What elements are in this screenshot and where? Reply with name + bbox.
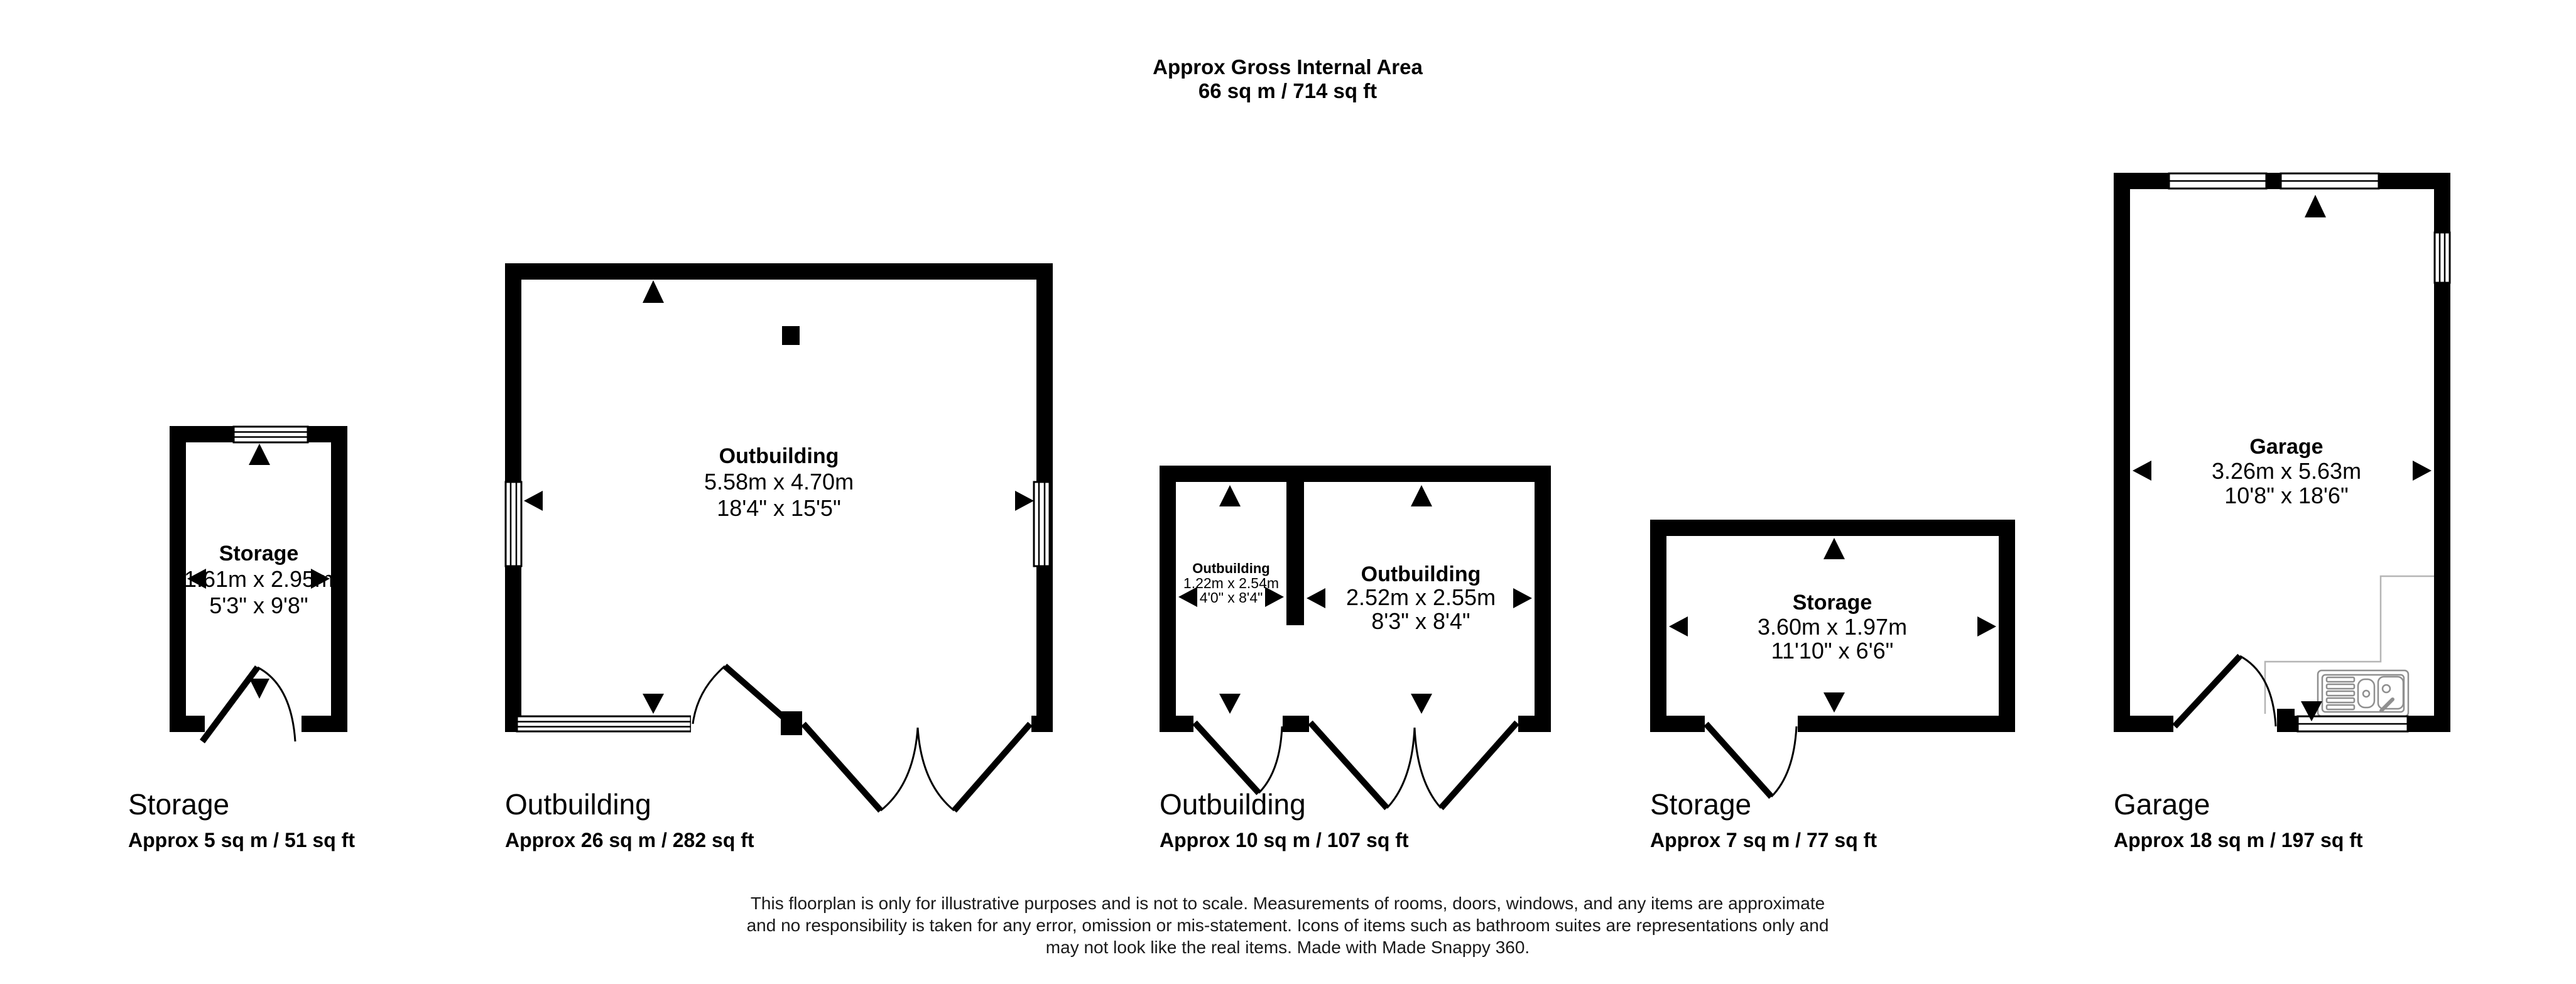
door-swing-arc bbox=[1771, 726, 1796, 797]
building-caption-outbuilding-1 bbox=[505, 788, 754, 851]
room-name: Storage bbox=[219, 542, 299, 566]
gross-internal-area-title bbox=[1153, 55, 1423, 102]
french-door-leaf-right bbox=[954, 724, 1030, 811]
caption-name: Outbuilding bbox=[505, 788, 651, 821]
room-imperial-dims: 5'3" x 9'8" bbox=[209, 593, 308, 618]
room-imperial-dims: 11'10" x 6'6" bbox=[1771, 638, 1894, 664]
caption-area: Approx 5 sq m / 51 sq ft bbox=[128, 829, 355, 851]
door-opening bbox=[1705, 714, 1798, 734]
building-caption-garage bbox=[2114, 788, 2363, 851]
caption-name: Storage bbox=[1650, 788, 1752, 821]
door-opening bbox=[1193, 714, 1283, 734]
internal-wall bbox=[1286, 482, 1304, 625]
door-opening bbox=[691, 714, 781, 734]
building-outbuilding-1 bbox=[505, 263, 1053, 811]
room-imperial-dims: 8'3" x 8'4" bbox=[1371, 608, 1470, 634]
disclaimer-line-2: and no responsibility is taken for any error, omission or mis-statement. Icons of items such as bathroom suites are representations only and bbox=[746, 916, 1829, 935]
building-caption-storage-1 bbox=[128, 788, 355, 851]
door-leaf bbox=[1706, 724, 1771, 797]
building-outbuilding-2 bbox=[1160, 466, 1551, 808]
room-imperial-dims: 4'0" x 8'4" bbox=[1199, 589, 1263, 606]
title-line-1: Approx Gross Internal Area bbox=[1153, 55, 1423, 79]
caption-name: Outbuilding bbox=[1160, 788, 1306, 821]
caption-area: Approx 26 sq m / 282 sq ft bbox=[505, 829, 754, 851]
room-metric-dims: 2.52m x 2.55m bbox=[1345, 584, 1496, 610]
disclaimer bbox=[747, 894, 1829, 957]
caption-area: Approx 18 sq m / 197 sq ft bbox=[2114, 829, 2363, 851]
room-metric-dims: 3.26m x 5.63m bbox=[2211, 458, 2362, 484]
caption-name: Garage bbox=[2114, 788, 2210, 821]
room-imperial-dims: 18'4" x 15'5" bbox=[717, 495, 841, 521]
window-icon bbox=[2435, 232, 2450, 283]
disclaimer-line-1: This floorplan is only for illustrative purposes and is not to scale. Measurements of rooms, doors, windows, and any items are approximate bbox=[750, 894, 1825, 913]
room-name: Outbuilding bbox=[719, 444, 839, 468]
door-swing-arc bbox=[918, 728, 954, 811]
structural-post bbox=[782, 326, 800, 345]
room-metric-dims: 1.61m x 2.95m bbox=[183, 566, 334, 592]
room-name: Outbuilding bbox=[1361, 562, 1481, 586]
door-post bbox=[781, 711, 802, 735]
window-icon bbox=[234, 427, 308, 442]
french-door-leaf-right bbox=[1441, 723, 1517, 808]
door-swing-arc bbox=[881, 728, 918, 811]
building-storage-1 bbox=[170, 426, 347, 741]
building-caption-storage-2 bbox=[1650, 788, 1877, 851]
room-metric-dims: 1.22m x 2.54m bbox=[1183, 575, 1280, 591]
caption-area: Approx 10 sq m / 107 sq ft bbox=[1160, 829, 1409, 851]
window-icon bbox=[1034, 482, 1050, 566]
kitchen-sink-icon bbox=[2318, 670, 2408, 716]
room-name: Garage bbox=[2249, 435, 2323, 459]
disclaimer-line-3: may not look like the real items. Made with Made Snappy 360. bbox=[1045, 938, 1530, 957]
door-swing-arc bbox=[1415, 728, 1441, 808]
window-icon bbox=[2298, 716, 2408, 731]
room-imperial-dims: 10'8" x 18'6" bbox=[2224, 483, 2349, 508]
building-garage bbox=[2114, 173, 2450, 734]
french-door-leaf-left bbox=[1310, 723, 1387, 808]
door-swing-arc bbox=[1387, 728, 1415, 808]
caption-area: Approx 7 sq m / 77 sq ft bbox=[1650, 829, 1877, 851]
window-icon bbox=[517, 716, 691, 731]
room-name: Outbuilding bbox=[1192, 560, 1270, 576]
french-door-leaf-left bbox=[803, 724, 881, 811]
door-opening bbox=[2173, 714, 2277, 734]
window-icon bbox=[2169, 173, 2266, 189]
building-caption-outbuilding-2 bbox=[1160, 788, 1409, 851]
room-name: Storage bbox=[1792, 591, 1872, 615]
window-icon bbox=[2281, 173, 2379, 189]
room-metric-dims: 5.58m x 4.70m bbox=[704, 469, 854, 495]
door-post bbox=[2277, 709, 2295, 732]
building-storage-2 bbox=[1650, 520, 2015, 797]
room-metric-dims: 3.60m x 1.97m bbox=[1757, 614, 1908, 640]
door-swing-arc bbox=[1259, 726, 1282, 793]
caption-name: Storage bbox=[128, 788, 230, 821]
window-icon bbox=[506, 482, 521, 566]
title-line-2: 66 sq m / 714 sq ft bbox=[1198, 79, 1378, 102]
